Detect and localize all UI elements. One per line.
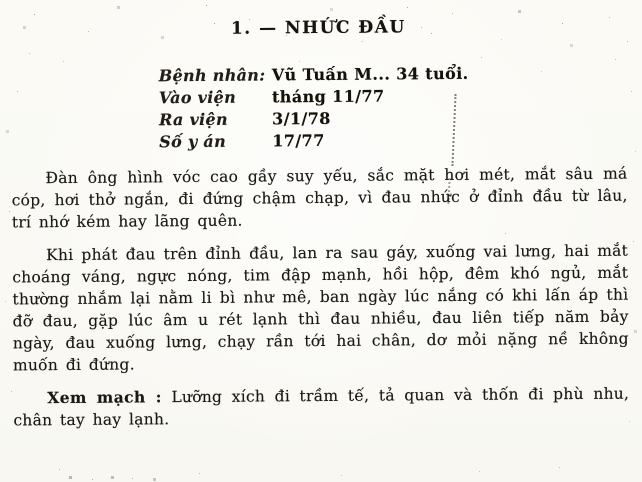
discharge-date-label: Ra viện (158, 109, 229, 130)
admission-date-value: tháng 11/77 (271, 86, 385, 107)
patient-info-block (159, 62, 628, 154)
chapter-title: 1. — NHỨC ĐẦU (230, 17, 406, 39)
pulse-exam-label: Xem mạch : (47, 387, 162, 408)
record-number-label: Số y án (159, 131, 227, 152)
paragraph-symptoms: Khi phát đau trên đỉnh đầu, lan ra sau gáy, xuống vai lưng, hai mắt choáng váng, ngực nóng, tim đập mạnh, hồi hộp, đêm khó ngủ, mắt thường nhắm lại nằm li bì như mê, ban ngày lúc nắng có khi lấn áp thì đỡ đau, gặp lúc âm u rét lạnh thì đau nhiều, đau liên tiếp năm bảy ngày, đau xuống lưng, chạy rần tới hai chân, dơ mỏi nặng nề không muốn đi đứng. (12, 241, 629, 375)
patient-name-label: Bệnh nhân: (158, 65, 266, 86)
admission-date-label: Vào viện (158, 87, 237, 108)
pulse-exam-text: Lưỡng xích đi trầm tế, tả quan và thốn đi phù nhu, chân tay hay lạnh. (13, 384, 630, 430)
paragraph-patient-description: Đàn ông hình vóc cao gầy suy yếu, sắc mặt hơi mét, mắt sâu má cóp, hơi thở ngắn, đi đứng chậm chạp, vì đau nhức ở đỉnh đầu từ lâu, trí nhớ kém hay lãng quên. (11, 164, 628, 232)
patient-name-value: Vũ Tuấn M... 34 tuổi. (271, 63, 469, 85)
patient-row-record-number (159, 128, 627, 154)
paragraph-pulse-exam (13, 383, 629, 432)
record-number-value: 17/77 (272, 130, 325, 151)
scan-noise-speckles (0, 0, 1, 1)
discharge-date-value: 3/1/78 (272, 108, 331, 129)
